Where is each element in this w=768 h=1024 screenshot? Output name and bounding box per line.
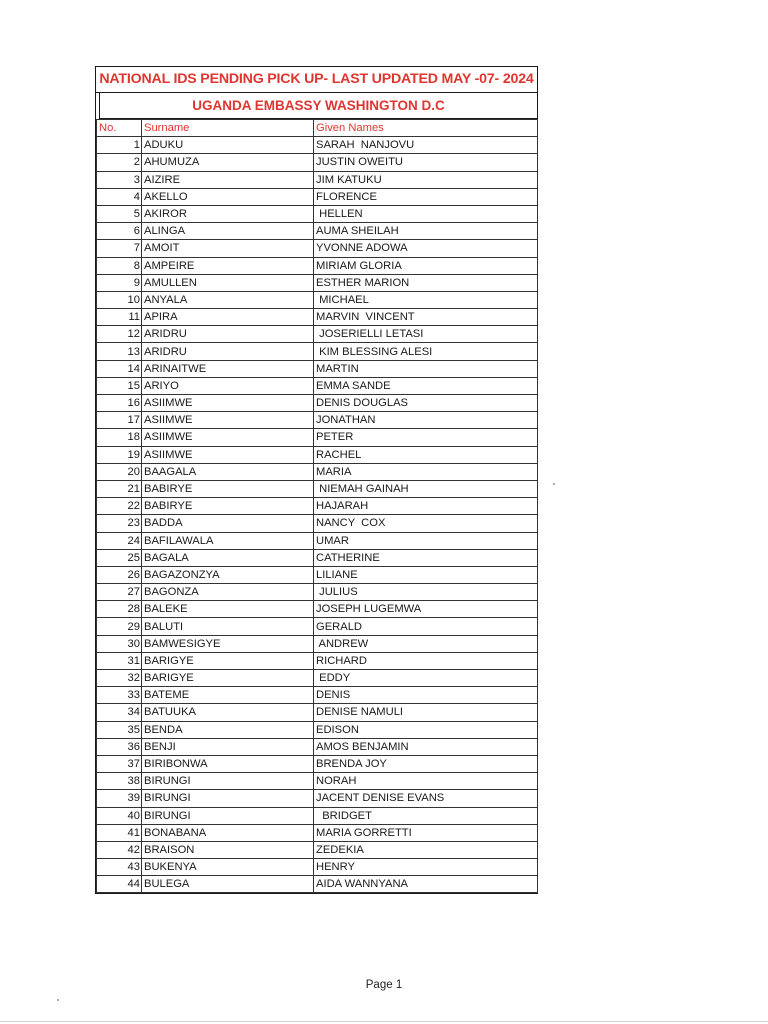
row-given-names: HELLEN bbox=[314, 205, 538, 222]
row-given-names: NANCY COX bbox=[314, 515, 538, 532]
table-row bbox=[97, 429, 538, 446]
row-surname: ASIIMWE bbox=[142, 412, 314, 429]
row-surname: ASIIMWE bbox=[142, 429, 314, 446]
row-number: 1 bbox=[97, 137, 142, 154]
table-row bbox=[97, 601, 538, 618]
table-header-row bbox=[97, 120, 538, 137]
row-number: 35 bbox=[97, 721, 142, 738]
row-surname: BALEKE bbox=[142, 601, 314, 618]
row-number: 38 bbox=[97, 773, 142, 790]
table-row bbox=[97, 652, 538, 669]
row-number: 19 bbox=[97, 446, 142, 463]
table-row bbox=[97, 515, 538, 532]
row-given-names: JACENT DENISE EVANS bbox=[314, 790, 538, 807]
table-row bbox=[97, 291, 538, 308]
row-surname: BATEME bbox=[142, 687, 314, 704]
row-number: 27 bbox=[97, 584, 142, 601]
table-row bbox=[97, 309, 538, 326]
table-row bbox=[97, 240, 538, 257]
row-given-names: LILIANE bbox=[314, 566, 538, 583]
row-surname: BENJI bbox=[142, 738, 314, 755]
row-surname: BAGALA bbox=[142, 549, 314, 566]
row-given-names: JOSEPH LUGEMWA bbox=[314, 601, 538, 618]
table-body bbox=[97, 137, 538, 893]
table-row bbox=[97, 274, 538, 291]
row-surname: ARIDRU bbox=[142, 343, 314, 360]
row-given-names: RICHARD bbox=[314, 652, 538, 669]
table-row bbox=[97, 584, 538, 601]
row-surname: BIRUNGI bbox=[142, 773, 314, 790]
row-number: 6 bbox=[97, 223, 142, 240]
row-number: 22 bbox=[97, 498, 142, 515]
row-number: 44 bbox=[97, 876, 142, 893]
row-surname: AKELLO bbox=[142, 188, 314, 205]
row-given-names: HENRY bbox=[314, 859, 538, 876]
document-subtitle: UGANDA EMBASSY WASHINGTON D.C bbox=[99, 93, 537, 119]
row-surname: ARINAITWE bbox=[142, 360, 314, 377]
table-row bbox=[97, 498, 538, 515]
table-row bbox=[97, 463, 538, 480]
row-given-names: MICHAEL bbox=[314, 291, 538, 308]
row-surname: BIRUNGI bbox=[142, 807, 314, 824]
table-row bbox=[97, 532, 538, 549]
row-number: 29 bbox=[97, 618, 142, 635]
row-number: 36 bbox=[97, 738, 142, 755]
row-given-names: ANDREW bbox=[314, 635, 538, 652]
row-given-names: FLORENCE bbox=[314, 188, 538, 205]
row-given-names: DENIS bbox=[314, 687, 538, 704]
row-given-names: MARIA bbox=[314, 463, 538, 480]
pending-ids-table bbox=[96, 119, 538, 893]
row-number: 21 bbox=[97, 480, 142, 497]
row-number: 43 bbox=[97, 859, 142, 876]
row-number: 14 bbox=[97, 360, 142, 377]
row-number: 11 bbox=[97, 309, 142, 326]
scan-speck bbox=[57, 999, 59, 1001]
table-row bbox=[97, 824, 538, 841]
table-row bbox=[97, 326, 538, 343]
row-given-names: PETER bbox=[314, 429, 538, 446]
row-number: 4 bbox=[97, 188, 142, 205]
row-given-names: JOSERIELLI LETASI bbox=[314, 326, 538, 343]
row-number: 33 bbox=[97, 687, 142, 704]
table-row bbox=[97, 480, 538, 497]
row-number: 32 bbox=[97, 670, 142, 687]
table-row bbox=[97, 257, 538, 274]
row-given-names: EDISON bbox=[314, 721, 538, 738]
table-row bbox=[97, 395, 538, 412]
row-surname: BAFILAWALA bbox=[142, 532, 314, 549]
row-surname: BONABANA bbox=[142, 824, 314, 841]
row-surname: BARIGYE bbox=[142, 652, 314, 669]
row-number: 42 bbox=[97, 841, 142, 858]
row-given-names: JULIUS bbox=[314, 584, 538, 601]
row-number: 23 bbox=[97, 515, 142, 532]
row-surname: BRAISON bbox=[142, 841, 314, 858]
table-row bbox=[97, 738, 538, 755]
table-row bbox=[97, 790, 538, 807]
table-row bbox=[97, 343, 538, 360]
row-surname: BABIRYE bbox=[142, 480, 314, 497]
table-row bbox=[97, 154, 538, 171]
row-given-names: ZEDEKIA bbox=[314, 841, 538, 858]
row-number: 26 bbox=[97, 566, 142, 583]
row-number: 8 bbox=[97, 257, 142, 274]
table-row bbox=[97, 841, 538, 858]
column-header-given-names: Given Names bbox=[314, 120, 538, 137]
row-surname: ANYALA bbox=[142, 291, 314, 308]
row-surname: AMPEIRE bbox=[142, 257, 314, 274]
row-surname: BATUUKA bbox=[142, 704, 314, 721]
table-row bbox=[97, 360, 538, 377]
table-row bbox=[97, 618, 538, 635]
table-row bbox=[97, 377, 538, 394]
row-surname: AHUMUZA bbox=[142, 154, 314, 171]
row-number: 2 bbox=[97, 154, 142, 171]
row-surname: AMOIT bbox=[142, 240, 314, 257]
row-given-names: BRIDGET bbox=[314, 807, 538, 824]
column-header-surname: Surname bbox=[142, 120, 314, 137]
row-number: 7 bbox=[97, 240, 142, 257]
row-number: 17 bbox=[97, 412, 142, 429]
row-number: 39 bbox=[97, 790, 142, 807]
row-given-names: AIDA WANNYANA bbox=[314, 876, 538, 893]
row-number: 30 bbox=[97, 635, 142, 652]
row-number: 3 bbox=[97, 171, 142, 188]
column-header-no: No. bbox=[97, 120, 142, 137]
row-number: 28 bbox=[97, 601, 142, 618]
row-number: 15 bbox=[97, 377, 142, 394]
row-number: 18 bbox=[97, 429, 142, 446]
row-surname: AKIROR bbox=[142, 205, 314, 222]
row-given-names: SARAH NANJOVU bbox=[314, 137, 538, 154]
row-surname: AIZIRE bbox=[142, 171, 314, 188]
row-number: 12 bbox=[97, 326, 142, 343]
table-row bbox=[97, 635, 538, 652]
row-surname: ASIIMWE bbox=[142, 446, 314, 463]
row-given-names: MARTIN bbox=[314, 360, 538, 377]
row-given-names: EMMA SANDE bbox=[314, 377, 538, 394]
row-surname: APIRA bbox=[142, 309, 314, 326]
row-number: 9 bbox=[97, 274, 142, 291]
row-number: 16 bbox=[97, 395, 142, 412]
table-row bbox=[97, 446, 538, 463]
row-given-names: NIEMAH GAINAH bbox=[314, 480, 538, 497]
table-row bbox=[97, 755, 538, 772]
row-number: 5 bbox=[97, 205, 142, 222]
row-number: 37 bbox=[97, 755, 142, 772]
row-given-names: MARVIN VINCENT bbox=[314, 309, 538, 326]
page-bottom-edge bbox=[0, 1021, 768, 1022]
row-given-names: MIRIAM GLORIA bbox=[314, 257, 538, 274]
table-row bbox=[97, 223, 538, 240]
table-row bbox=[97, 876, 538, 893]
row-surname: BIRIBONWA bbox=[142, 755, 314, 772]
row-surname: ARIYO bbox=[142, 377, 314, 394]
row-given-names: GERALD bbox=[314, 618, 538, 635]
row-surname: BIRUNGI bbox=[142, 790, 314, 807]
row-given-names: JUSTIN OWEITU bbox=[314, 154, 538, 171]
row-surname: BAMWESIGYE bbox=[142, 635, 314, 652]
row-surname: BENDA bbox=[142, 721, 314, 738]
table-row bbox=[97, 721, 538, 738]
row-given-names: CATHERINE bbox=[314, 549, 538, 566]
row-given-names: MARIA GORRETTI bbox=[314, 824, 538, 841]
row-surname: BUKENYA bbox=[142, 859, 314, 876]
row-number: 40 bbox=[97, 807, 142, 824]
table-row bbox=[97, 687, 538, 704]
row-given-names: EDDY bbox=[314, 670, 538, 687]
table-row bbox=[97, 670, 538, 687]
scan-speck bbox=[553, 483, 555, 485]
table-row bbox=[97, 171, 538, 188]
table-row bbox=[97, 859, 538, 876]
table-row bbox=[97, 137, 538, 154]
row-given-names: DENISE NAMULI bbox=[314, 704, 538, 721]
row-given-names: RACHEL bbox=[314, 446, 538, 463]
row-given-names: UMAR bbox=[314, 532, 538, 549]
table-row bbox=[97, 704, 538, 721]
row-given-names: BRENDA JOY bbox=[314, 755, 538, 772]
row-given-names: JIM KATUKU bbox=[314, 171, 538, 188]
row-surname: BAGONZA bbox=[142, 584, 314, 601]
table-row bbox=[97, 188, 538, 205]
row-given-names: HAJARAH bbox=[314, 498, 538, 515]
row-surname: BAGAZONZYA bbox=[142, 566, 314, 583]
row-given-names: YVONNE ADOWA bbox=[314, 240, 538, 257]
row-number: 25 bbox=[97, 549, 142, 566]
row-surname: BADDA bbox=[142, 515, 314, 532]
row-surname: BAAGALA bbox=[142, 463, 314, 480]
page-number: Page 1 bbox=[365, 979, 403, 991]
row-number: 34 bbox=[97, 704, 142, 721]
row-given-names: AUMA SHEILAH bbox=[314, 223, 538, 240]
row-given-names: NORAH bbox=[314, 773, 538, 790]
table-row bbox=[97, 549, 538, 566]
row-given-names: KIM BLESSING ALESI bbox=[314, 343, 538, 360]
row-surname: BABIRYE bbox=[142, 498, 314, 515]
row-number: 41 bbox=[97, 824, 142, 841]
document-title: NATIONAL IDS PENDING PICK UP- LAST UPDATED MAY -07- 2024 bbox=[96, 67, 537, 93]
table-row bbox=[97, 205, 538, 222]
row-given-names: ESTHER MARION bbox=[314, 274, 538, 291]
row-surname: BARIGYE bbox=[142, 670, 314, 687]
pending-ids-sheet bbox=[95, 66, 538, 894]
row-surname: AMULLEN bbox=[142, 274, 314, 291]
table-row bbox=[97, 773, 538, 790]
row-surname: ADUKU bbox=[142, 137, 314, 154]
row-number: 24 bbox=[97, 532, 142, 549]
table-row bbox=[97, 412, 538, 429]
row-given-names: AMOS BENJAMIN bbox=[314, 738, 538, 755]
row-surname: ALINGA bbox=[142, 223, 314, 240]
row-surname: ARIDRU bbox=[142, 326, 314, 343]
row-number: 20 bbox=[97, 463, 142, 480]
table-row bbox=[97, 566, 538, 583]
row-surname: ASIIMWE bbox=[142, 395, 314, 412]
row-number: 31 bbox=[97, 652, 142, 669]
row-number: 13 bbox=[97, 343, 142, 360]
row-given-names: JONATHAN bbox=[314, 412, 538, 429]
row-number: 10 bbox=[97, 291, 142, 308]
table-row bbox=[97, 807, 538, 824]
row-surname: BALUTI bbox=[142, 618, 314, 635]
row-given-names: DENIS DOUGLAS bbox=[314, 395, 538, 412]
row-surname: BULEGA bbox=[142, 876, 314, 893]
